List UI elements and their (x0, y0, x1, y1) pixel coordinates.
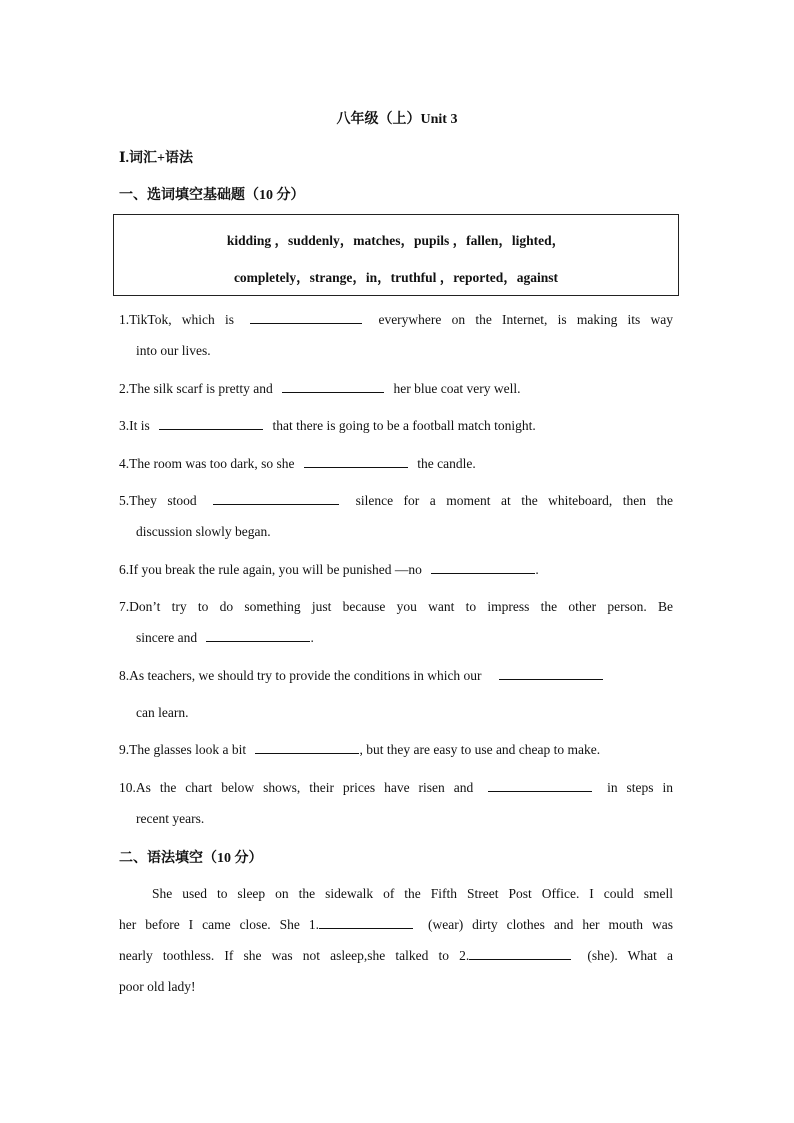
question-text: everywhere on the Internet, is making its way (378, 312, 674, 327)
question-number: 7. (119, 599, 130, 614)
answer-blank[interactable] (206, 629, 310, 642)
question-number: 3. (119, 418, 130, 433)
question-text: . (535, 562, 539, 577)
question-number: 6. (119, 562, 130, 577)
answer-blank[interactable] (255, 741, 359, 754)
question-number: 9. (119, 742, 130, 757)
answer-blank-1[interactable] (319, 916, 413, 929)
question-text: The glasses look a bit (129, 742, 247, 757)
passage-text: (she). What a (587, 948, 673, 963)
passage-text: nearly toothless. If she was not asleep,she talked to 2. (119, 948, 470, 963)
question-continuation: discussion slowly began. (136, 524, 271, 539)
section2-heading: 二、语法填空（10 分） (119, 851, 263, 866)
question-text: , but they are easy to use and cheap to make. (359, 742, 601, 757)
question-text: the candle. (417, 456, 476, 471)
answer-blank[interactable] (488, 779, 592, 792)
question-text: It is (129, 418, 150, 433)
question-text: As teachers, we should try to provide the conditions in which our (129, 668, 482, 683)
question-text: in steps in (607, 780, 674, 795)
question-1 (119, 311, 673, 360)
question-continuation: can learn. (136, 705, 189, 720)
passage-line: poor old lady! (119, 979, 196, 994)
question-text: Don’t try to do something just because you want to impress the other person. Be (129, 599, 673, 614)
answer-blank-2[interactable] (469, 947, 571, 960)
passage-text: her before I came close. She 1. (119, 917, 319, 932)
question-number: 1. (119, 312, 130, 327)
question-number: 8. (119, 668, 130, 683)
question-text: her blue coat very well. (393, 381, 521, 396)
answer-blank[interactable] (499, 667, 603, 680)
question-9 (119, 741, 673, 759)
question-text: TikTok, which is (129, 312, 235, 327)
question-text: silence for a moment at the whiteboard, then the (355, 493, 673, 508)
question-8 (119, 667, 673, 722)
question-5 (119, 492, 673, 541)
question-text: . (310, 630, 314, 645)
question-6 (119, 561, 673, 579)
word-bank-row: kidding ，suddenly，matches，pupils ，fallen，lighted， (226, 233, 566, 248)
question-number: 2. (119, 381, 130, 396)
passage-line: She used to sleep on the sidewalk of the Fifth Street Post Office. I could smell (152, 886, 673, 901)
part-heading: Ⅰ.词汇+语法 (119, 151, 194, 166)
answer-blank[interactable] (282, 380, 384, 393)
question-continuation: into our lives. (136, 343, 211, 358)
answer-blank[interactable] (431, 561, 535, 574)
answer-blank[interactable] (159, 417, 263, 430)
question-continuation: sincere and (136, 630, 198, 645)
question-text: The silk scarf is pretty and (129, 381, 273, 396)
question-2 (119, 380, 673, 398)
word-bank-box (113, 214, 679, 296)
section1-heading: 一、选词填空基础题（10 分） (119, 188, 305, 203)
question-3 (119, 417, 673, 435)
question-text: that there is going to be a football match tonight. (272, 418, 536, 433)
question-7 (119, 598, 673, 647)
question-number: 5. (119, 493, 130, 508)
question-text: The room was too dark, so she (129, 456, 295, 471)
question-text: They stood (129, 493, 197, 508)
question-text: If you break the rule again, you will be punished —no (129, 562, 422, 577)
answer-blank[interactable] (304, 455, 408, 468)
question-4 (119, 455, 673, 473)
question-number: 4. (119, 456, 130, 471)
question-continuation: recent years. (136, 811, 205, 826)
passage-text: (wear) dirty clothes and her mouth was (427, 917, 673, 932)
question-number: 10. (119, 780, 136, 795)
answer-blank[interactable] (213, 492, 339, 505)
grammar-passage (119, 885, 673, 1009)
answer-blank[interactable] (250, 311, 362, 324)
word-bank-row: completely，strange，in，truthful ，reported，against (233, 270, 559, 285)
question-10 (119, 779, 673, 828)
page-title: 八年级（上）Unit 3 (336, 112, 458, 127)
question-text: As the chart below shows, their prices have risen and (135, 780, 474, 795)
